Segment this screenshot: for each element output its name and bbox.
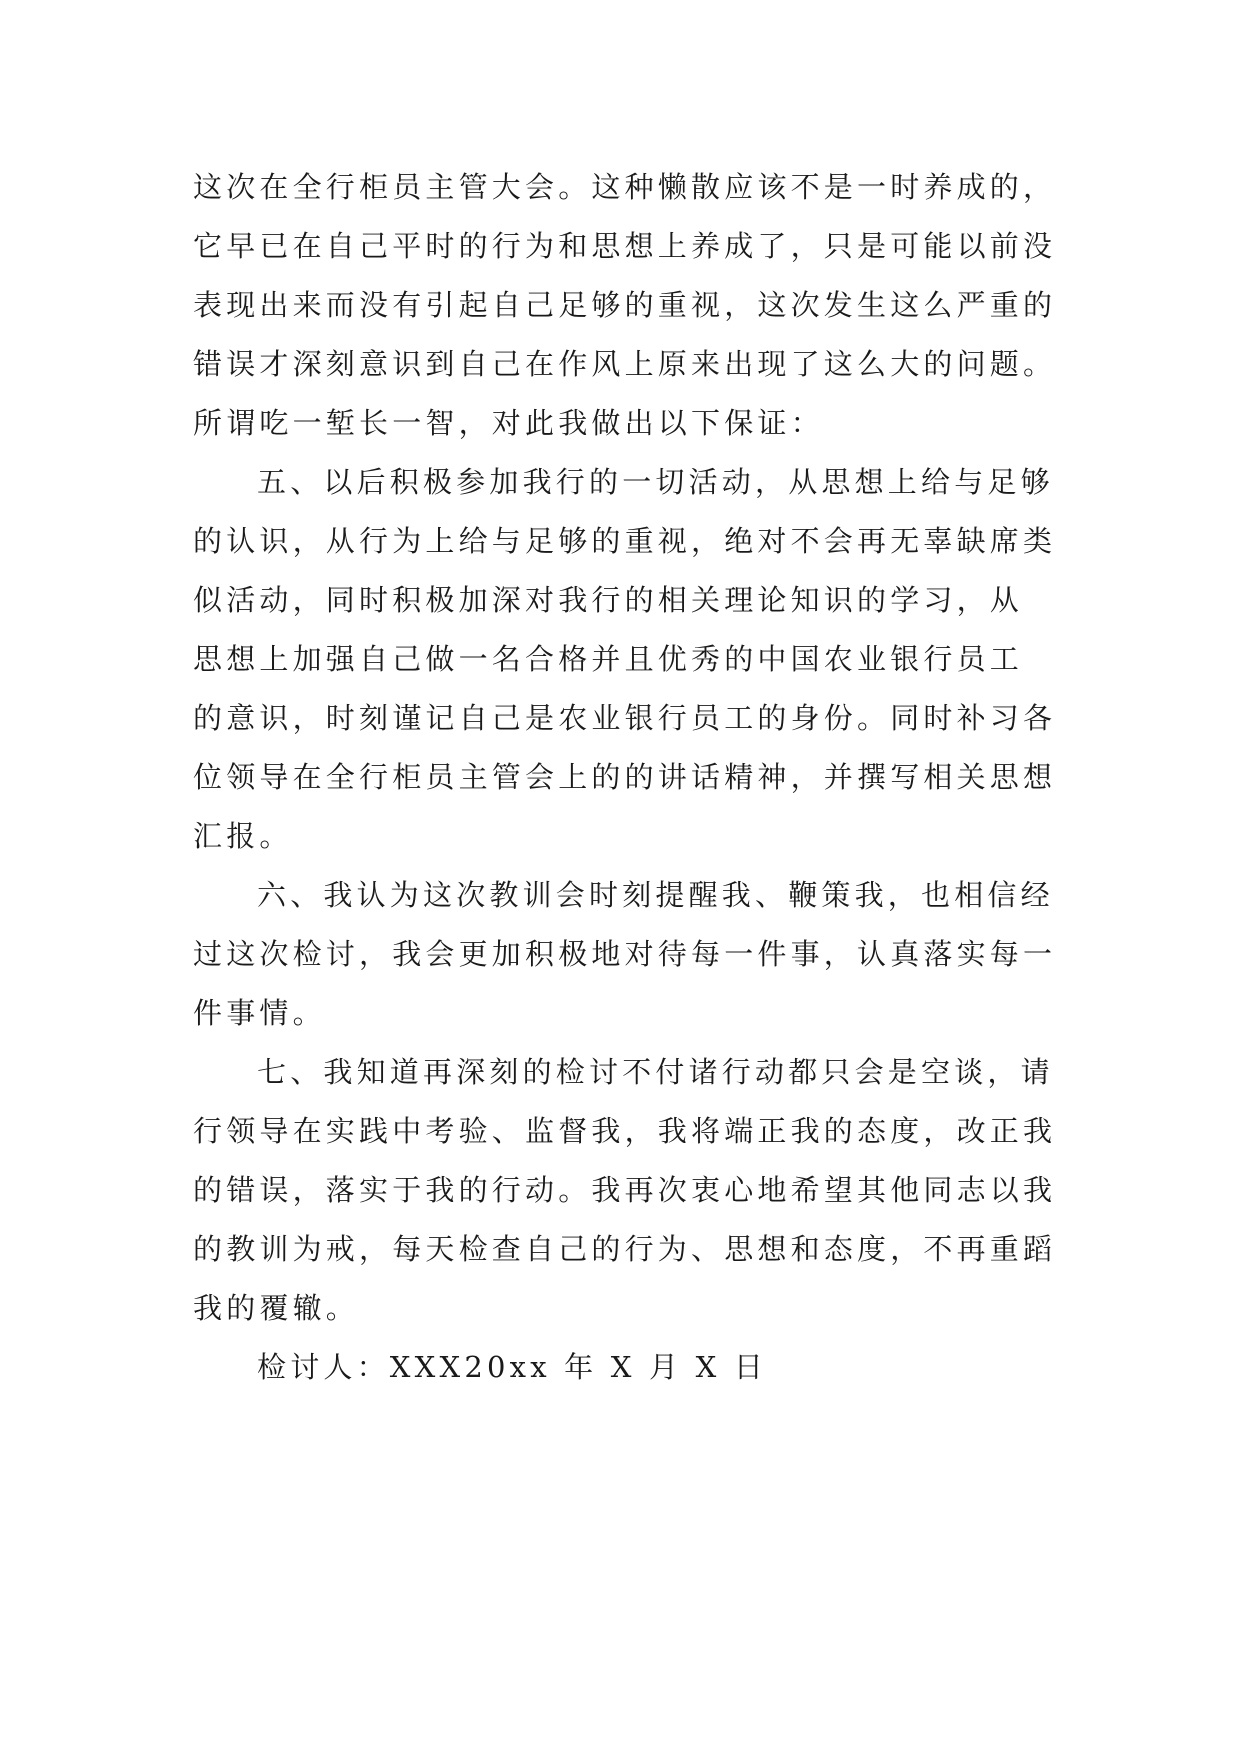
text-line: 我的覆辙。 (193, 1291, 360, 1325)
document-body (193, 158, 1073, 1397)
text-line: 思想上加强自己做一名合格并且优秀的中国农业银行员工 (193, 642, 1024, 676)
text-line: 这次在全行柜员主管大会。这种懒散应该不是一时养成的， (193, 170, 1057, 204)
text-line: 的认识，从行为上给与足够的重视，绝对不会再无辜缺席类 (193, 524, 1057, 558)
text-line: 所谓吃一堑长一智，对此我做出以下保证： (193, 406, 824, 440)
text-line: 行领导在实践中考验、监督我，我将端正我的态度，改正我 (193, 1114, 1057, 1148)
text-line: 表现出来而没有引起自己足够的重视，这次发生这么严重的 (193, 288, 1057, 322)
text-line: 错误才深刻意识到自己在作风上原来出现了这么大的问题。 (193, 347, 1057, 381)
text-line: 的教训为戒，每天检查自己的行为、思想和态度，不再重蹈 (193, 1232, 1057, 1266)
text-line: 它早已在自己平时的行为和思想上养成了，只是可能以前没 (193, 229, 1057, 263)
text-line: 件事情。 (193, 996, 326, 1030)
text-line: 位领导在全行柜员主管会上的的讲话精神，并撰写相关思想 (193, 760, 1057, 794)
text-line: 汇报。 (193, 819, 293, 853)
text-line: 的错误，落实于我的行动。我再次衷心地希望其他同志以我 (193, 1173, 1057, 1207)
paragraph-6-start: 六、我认为这次教训会时刻提醒我、鞭策我，也相信经 (257, 878, 1054, 912)
text-line: 过这次检讨，我会更加积极地对待每一件事，认真落实每一 (193, 937, 1057, 971)
text-line: 似活动，同时积极加深对我行的相关理论知识的学习，从 (193, 583, 1024, 617)
signature-line: 检讨人：XXX20xx 年 X 月 X 日 (257, 1350, 768, 1384)
text-line: 的意识，时刻谨记自己是农业银行员工的身份。同时补习各 (193, 701, 1057, 735)
paragraph-7-start: 七、我知道再深刻的检讨不付诸行动都只会是空谈，请 (257, 1055, 1054, 1089)
paragraph-5-start: 五、以后积极参加我行的一切活动，从思想上给与足够 (257, 465, 1054, 499)
